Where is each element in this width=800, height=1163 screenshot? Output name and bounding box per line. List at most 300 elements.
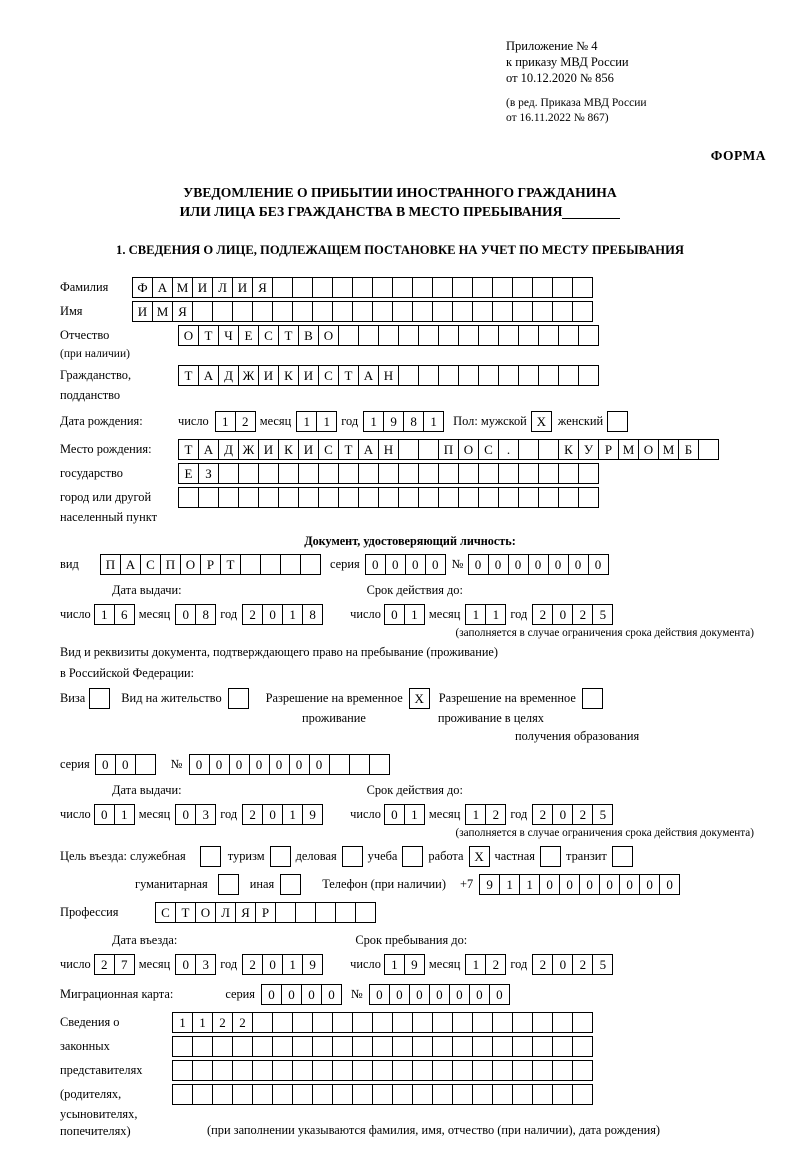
legal-rep-input-2[interactable] — [172, 1036, 592, 1057]
cell[interactable]: 2 — [572, 804, 593, 825]
cell[interactable]: 2 — [485, 954, 506, 975]
cell[interactable] — [578, 325, 599, 346]
cell[interactable] — [392, 1084, 413, 1105]
cell[interactable] — [438, 365, 459, 386]
cell[interactable]: 6 — [114, 604, 135, 625]
cell[interactable]: 9 — [302, 804, 323, 825]
doc-issue-day-input[interactable] — [94, 604, 134, 625]
entry-day-input[interactable] — [94, 954, 134, 975]
cell[interactable] — [518, 487, 539, 508]
cell[interactable] — [452, 1036, 473, 1057]
cell[interactable]: А — [358, 365, 379, 386]
cell[interactable]: Д — [218, 439, 239, 460]
cell[interactable]: В — [298, 325, 319, 346]
cell[interactable] — [352, 301, 373, 322]
cell[interactable] — [172, 1084, 193, 1105]
cell[interactable]: Б — [678, 439, 699, 460]
cell[interactable] — [572, 1084, 593, 1105]
cell[interactable]: П — [438, 439, 459, 460]
cell[interactable] — [452, 277, 473, 298]
cell[interactable]: О — [195, 902, 216, 923]
cell[interactable] — [398, 439, 419, 460]
cell[interactable] — [418, 463, 439, 484]
cell[interactable] — [418, 439, 439, 460]
cell[interactable] — [472, 1012, 493, 1033]
cell[interactable] — [558, 463, 579, 484]
cell[interactable] — [318, 487, 339, 508]
cell[interactable]: 1 — [485, 604, 506, 625]
cell[interactable] — [452, 301, 473, 322]
cell[interactable]: Ч — [218, 325, 239, 346]
cell[interactable]: 0 — [468, 554, 489, 575]
cell[interactable] — [292, 1036, 313, 1057]
cell[interactable]: 9 — [404, 954, 425, 975]
cell[interactable]: Т — [338, 439, 359, 460]
cell[interactable] — [312, 277, 333, 298]
perm-valid-year-input[interactable] — [532, 804, 612, 825]
perm-valid-day-input[interactable] — [384, 804, 424, 825]
cell[interactable] — [272, 1084, 293, 1105]
cell[interactable] — [272, 1012, 293, 1033]
cell[interactable] — [412, 277, 433, 298]
purpose-transit-checkbox[interactable] — [612, 846, 632, 867]
sex-female-checkbox[interactable] — [607, 411, 627, 432]
cell[interactable]: Т — [178, 439, 199, 460]
cell[interactable] — [512, 301, 533, 322]
cell[interactable] — [512, 277, 533, 298]
cell[interactable] — [272, 277, 293, 298]
cell[interactable] — [398, 365, 419, 386]
cell[interactable] — [312, 301, 333, 322]
cell[interactable]: 0 — [321, 984, 342, 1005]
cell[interactable]: 0 — [552, 804, 573, 825]
cell[interactable] — [558, 365, 579, 386]
cell[interactable] — [492, 277, 513, 298]
cell[interactable] — [492, 1036, 513, 1057]
cell[interactable] — [552, 301, 573, 322]
cell[interactable] — [232, 301, 253, 322]
cell[interactable]: С — [478, 439, 499, 460]
cell[interactable] — [418, 325, 439, 346]
cell[interactable]: 0 — [115, 754, 136, 775]
cell[interactable] — [172, 1060, 193, 1081]
cell[interactable]: 0 — [175, 804, 196, 825]
cell[interactable] — [372, 1012, 393, 1033]
cell[interactable] — [252, 1084, 273, 1105]
cell[interactable] — [432, 1084, 453, 1105]
cell[interactable]: 0 — [588, 554, 609, 575]
cell[interactable] — [212, 1084, 233, 1105]
cell[interactable]: X — [531, 411, 552, 432]
cell[interactable]: 0 — [559, 874, 580, 895]
cell[interactable] — [412, 1036, 433, 1057]
cell[interactable]: 1 — [192, 1012, 213, 1033]
cell[interactable]: Н — [378, 439, 399, 460]
phone-input[interactable] — [479, 874, 679, 895]
cell[interactable]: 0 — [384, 804, 405, 825]
cell[interactable] — [607, 411, 628, 432]
cell[interactable]: 5 — [592, 604, 613, 625]
cell[interactable] — [478, 325, 499, 346]
cell[interactable] — [452, 1060, 473, 1081]
cell[interactable]: И — [192, 277, 213, 298]
cell[interactable] — [342, 846, 363, 867]
cell[interactable] — [349, 754, 370, 775]
cell[interactable] — [412, 1012, 433, 1033]
cell[interactable] — [298, 463, 319, 484]
cell[interactable]: 1 — [94, 604, 115, 625]
cell[interactable] — [518, 325, 539, 346]
cell[interactable] — [392, 1012, 413, 1033]
cell[interactable]: 2 — [572, 954, 593, 975]
cell[interactable]: Ж — [238, 365, 259, 386]
cell[interactable] — [378, 325, 399, 346]
cell[interactable]: 1 — [465, 804, 486, 825]
cell[interactable]: Я — [235, 902, 256, 923]
cell[interactable]: М — [152, 301, 173, 322]
cell[interactable] — [338, 463, 359, 484]
cell[interactable] — [478, 365, 499, 386]
purpose-work-checkbox[interactable] — [469, 846, 489, 867]
cell[interactable] — [260, 554, 281, 575]
cell[interactable] — [392, 1060, 413, 1081]
legal-rep-input-3[interactable] — [172, 1060, 592, 1081]
cell[interactable] — [292, 1012, 313, 1033]
cell[interactable]: 0 — [429, 984, 450, 1005]
name-input[interactable] — [132, 301, 592, 322]
cell[interactable]: А — [358, 439, 379, 460]
birth-city-line3-input[interactable] — [178, 487, 598, 508]
doc-valid-day-input[interactable] — [384, 604, 424, 625]
cell[interactable]: X — [469, 846, 490, 867]
profession-input[interactable] — [155, 902, 375, 923]
cell[interactable] — [518, 463, 539, 484]
cell[interactable]: 0 — [95, 754, 116, 775]
cell[interactable] — [412, 1084, 433, 1105]
cell[interactable] — [292, 301, 313, 322]
cell[interactable]: Е — [238, 325, 259, 346]
cell[interactable]: К — [558, 439, 579, 460]
cell[interactable]: 0 — [508, 554, 529, 575]
cell[interactable] — [192, 301, 213, 322]
cell[interactable] — [398, 487, 419, 508]
perm-issue-day-input[interactable] — [94, 804, 134, 825]
cell[interactable] — [252, 1036, 273, 1057]
cell[interactable] — [352, 1012, 373, 1033]
cell[interactable]: 0 — [189, 754, 210, 775]
cell[interactable] — [358, 325, 379, 346]
cell[interactable] — [552, 1084, 573, 1105]
cell[interactable] — [552, 1012, 573, 1033]
cell[interactable] — [378, 487, 399, 508]
cell[interactable]: 2 — [532, 604, 553, 625]
cell[interactable] — [512, 1036, 533, 1057]
cell[interactable]: 0 — [599, 874, 620, 895]
cell[interactable]: X — [409, 688, 430, 709]
cell[interactable]: 0 — [528, 554, 549, 575]
cell[interactable] — [212, 1036, 233, 1057]
cell[interactable] — [432, 1060, 453, 1081]
cell[interactable]: 0 — [552, 954, 573, 975]
cell[interactable]: Т — [175, 902, 196, 923]
cell[interactable] — [572, 1036, 593, 1057]
cell[interactable]: 1 — [282, 604, 303, 625]
cell[interactable]: У — [578, 439, 599, 460]
legal-rep-input-1[interactable] — [172, 1012, 592, 1033]
cell[interactable] — [198, 487, 219, 508]
cell[interactable]: 2 — [242, 954, 263, 975]
cell[interactable] — [278, 487, 299, 508]
cell[interactable] — [572, 1060, 593, 1081]
stay-day-input[interactable] — [384, 954, 424, 975]
cell[interactable] — [458, 365, 479, 386]
birth-year-input[interactable] — [363, 411, 443, 432]
cell[interactable]: 8 — [302, 604, 323, 625]
cell[interactable] — [372, 1060, 393, 1081]
cell[interactable] — [492, 1084, 513, 1105]
cell[interactable] — [258, 463, 279, 484]
birth-day-input[interactable] — [215, 411, 255, 432]
cell[interactable] — [458, 325, 479, 346]
sex-male-checkbox[interactable] — [531, 411, 551, 432]
purpose-other-checkbox[interactable] — [280, 874, 300, 895]
cell[interactable] — [532, 1036, 553, 1057]
cell[interactable] — [192, 1060, 213, 1081]
cell[interactable]: 1 — [404, 604, 425, 625]
cell[interactable]: И — [232, 277, 253, 298]
cell[interactable]: 5 — [592, 954, 613, 975]
cell[interactable]: 0 — [301, 984, 322, 1005]
cell[interactable]: 1 — [282, 804, 303, 825]
cell[interactable] — [275, 902, 296, 923]
cell[interactable] — [295, 902, 316, 923]
cell[interactable] — [89, 688, 110, 709]
cell[interactable] — [472, 277, 493, 298]
cell[interactable] — [412, 301, 433, 322]
cell[interactable]: С — [318, 439, 339, 460]
cell[interactable] — [538, 365, 559, 386]
visa-checkbox[interactable] — [89, 688, 109, 709]
cell[interactable] — [212, 1060, 233, 1081]
cell[interactable] — [292, 1084, 313, 1105]
cell[interactable]: 2 — [212, 1012, 233, 1033]
cell[interactable]: К — [278, 439, 299, 460]
legal-rep-input-4[interactable] — [172, 1084, 592, 1105]
cell[interactable] — [355, 902, 376, 923]
cell[interactable]: 3 — [195, 954, 216, 975]
stay-year-input[interactable] — [532, 954, 612, 975]
mig-series-input[interactable] — [261, 984, 341, 1005]
cell[interactable]: 2 — [242, 604, 263, 625]
cell[interactable]: Я — [252, 277, 273, 298]
cell[interactable]: 9 — [302, 954, 323, 975]
cell[interactable] — [369, 754, 390, 775]
cell[interactable] — [272, 1060, 293, 1081]
cell[interactable] — [572, 301, 593, 322]
cell[interactable] — [212, 301, 233, 322]
cell[interactable]: 0 — [539, 874, 560, 895]
cell[interactable]: 0 — [389, 984, 410, 1005]
cell[interactable]: 0 — [175, 604, 196, 625]
cell[interactable] — [252, 301, 273, 322]
cell[interactable] — [532, 1084, 553, 1105]
cell[interactable] — [572, 1012, 593, 1033]
cell[interactable] — [432, 1036, 453, 1057]
cell[interactable] — [402, 846, 423, 867]
stay-month-input[interactable] — [465, 954, 505, 975]
cell[interactable]: И — [258, 365, 279, 386]
cell[interactable]: 0 — [289, 754, 310, 775]
purpose-humanitarian-checkbox[interactable] — [218, 874, 238, 895]
cell[interactable] — [178, 487, 199, 508]
cell[interactable]: О — [638, 439, 659, 460]
cell[interactable] — [478, 463, 499, 484]
cell[interactable]: 0 — [269, 754, 290, 775]
edu-residence-checkbox[interactable] — [582, 688, 602, 709]
cell[interactable] — [492, 301, 513, 322]
cell[interactable]: Т — [278, 325, 299, 346]
cell[interactable] — [532, 301, 553, 322]
birth-month-input[interactable] — [296, 411, 336, 432]
cell[interactable] — [612, 846, 633, 867]
cell[interactable]: 1 — [296, 411, 317, 432]
cell[interactable] — [352, 277, 373, 298]
cell[interactable] — [532, 277, 553, 298]
entry-year-input[interactable] — [242, 954, 322, 975]
cell[interactable] — [238, 463, 259, 484]
cell[interactable] — [518, 439, 539, 460]
cell[interactable] — [352, 1036, 373, 1057]
cell[interactable] — [432, 1012, 453, 1033]
cell[interactable]: 1 — [499, 874, 520, 895]
cell[interactable] — [492, 1012, 513, 1033]
entry-month-input[interactable] — [175, 954, 215, 975]
cell[interactable] — [278, 463, 299, 484]
cell[interactable]: 2 — [532, 954, 553, 975]
cell[interactable]: 0 — [639, 874, 660, 895]
perm-valid-month-input[interactable] — [465, 804, 505, 825]
cell[interactable]: Ф — [132, 277, 153, 298]
cell[interactable] — [318, 463, 339, 484]
cell[interactable]: А — [152, 277, 173, 298]
cell[interactable] — [458, 463, 479, 484]
cell[interactable] — [358, 463, 379, 484]
cell[interactable]: 1 — [465, 604, 486, 625]
cell[interactable] — [332, 1012, 353, 1033]
cell[interactable] — [258, 487, 279, 508]
cell[interactable] — [192, 1084, 213, 1105]
cell[interactable] — [498, 463, 519, 484]
cell[interactable] — [358, 487, 379, 508]
cell[interactable]: 2 — [232, 1012, 253, 1033]
cell[interactable]: 0 — [659, 874, 680, 895]
cell[interactable] — [332, 301, 353, 322]
cell[interactable] — [578, 365, 599, 386]
cell[interactable]: 8 — [195, 604, 216, 625]
cell[interactable]: 0 — [262, 804, 283, 825]
cell[interactable]: 0 — [488, 554, 509, 575]
birth-state-input[interactable] — [178, 439, 718, 460]
cell[interactable]: Р — [200, 554, 221, 575]
cell[interactable]: 0 — [619, 874, 640, 895]
cell[interactable] — [218, 463, 239, 484]
cell[interactable] — [372, 277, 393, 298]
cell[interactable] — [578, 487, 599, 508]
cell[interactable]: 9 — [383, 411, 404, 432]
cell[interactable]: И — [298, 439, 319, 460]
cell[interactable] — [372, 301, 393, 322]
cell[interactable]: С — [155, 902, 176, 923]
cell[interactable]: 0 — [568, 554, 589, 575]
cell[interactable]: 0 — [175, 954, 196, 975]
cell[interactable] — [472, 1084, 493, 1105]
cell[interactable]: А — [198, 365, 219, 386]
cell[interactable]: 0 — [548, 554, 569, 575]
cell[interactable]: И — [298, 365, 319, 386]
cell[interactable] — [315, 902, 336, 923]
cell[interactable] — [512, 1060, 533, 1081]
cell[interactable]: М — [618, 439, 639, 460]
cell[interactable] — [392, 1036, 413, 1057]
cell[interactable] — [270, 846, 291, 867]
cell[interactable]: 2 — [235, 411, 256, 432]
cell[interactable]: 9 — [479, 874, 500, 895]
cell[interactable] — [352, 1084, 373, 1105]
cell[interactable]: 0 — [262, 954, 283, 975]
cell[interactable] — [498, 325, 519, 346]
cell[interactable] — [232, 1036, 253, 1057]
cell[interactable]: 0 — [369, 984, 390, 1005]
cell[interactable]: Р — [255, 902, 276, 923]
cell[interactable]: 0 — [262, 604, 283, 625]
cell[interactable] — [329, 754, 350, 775]
cell[interactable]: И — [132, 301, 153, 322]
purpose-service-checkbox[interactable] — [200, 846, 220, 867]
cell[interactable] — [418, 365, 439, 386]
cell[interactable]: 0 — [409, 984, 430, 1005]
cell[interactable]: О — [178, 325, 199, 346]
doc-valid-year-input[interactable] — [532, 604, 612, 625]
cell[interactable] — [335, 902, 356, 923]
cell[interactable] — [392, 301, 413, 322]
cell[interactable]: 0 — [281, 984, 302, 1005]
cell[interactable] — [280, 554, 301, 575]
cell[interactable]: 0 — [579, 874, 600, 895]
cell[interactable]: 0 — [385, 554, 406, 575]
cell[interactable] — [412, 1060, 433, 1081]
cell[interactable] — [452, 1012, 473, 1033]
patronymic-input[interactable] — [178, 325, 598, 346]
cell[interactable]: 0 — [94, 804, 115, 825]
cell[interactable]: 1 — [316, 411, 337, 432]
cell[interactable] — [332, 1084, 353, 1105]
cell[interactable] — [418, 487, 439, 508]
cell[interactable]: Т — [338, 365, 359, 386]
cell[interactable]: Л — [215, 902, 236, 923]
cell[interactable] — [238, 487, 259, 508]
cell[interactable] — [538, 325, 559, 346]
cell[interactable]: Д — [218, 365, 239, 386]
cell[interactable] — [232, 1084, 253, 1105]
perm-issue-month-input[interactable] — [175, 804, 215, 825]
cell[interactable]: Л — [212, 277, 233, 298]
cell[interactable] — [292, 1060, 313, 1081]
cell[interactable]: О — [180, 554, 201, 575]
cell[interactable]: 0 — [209, 754, 230, 775]
cell[interactable] — [135, 754, 156, 775]
cell[interactable] — [578, 463, 599, 484]
cell[interactable]: С — [140, 554, 161, 575]
